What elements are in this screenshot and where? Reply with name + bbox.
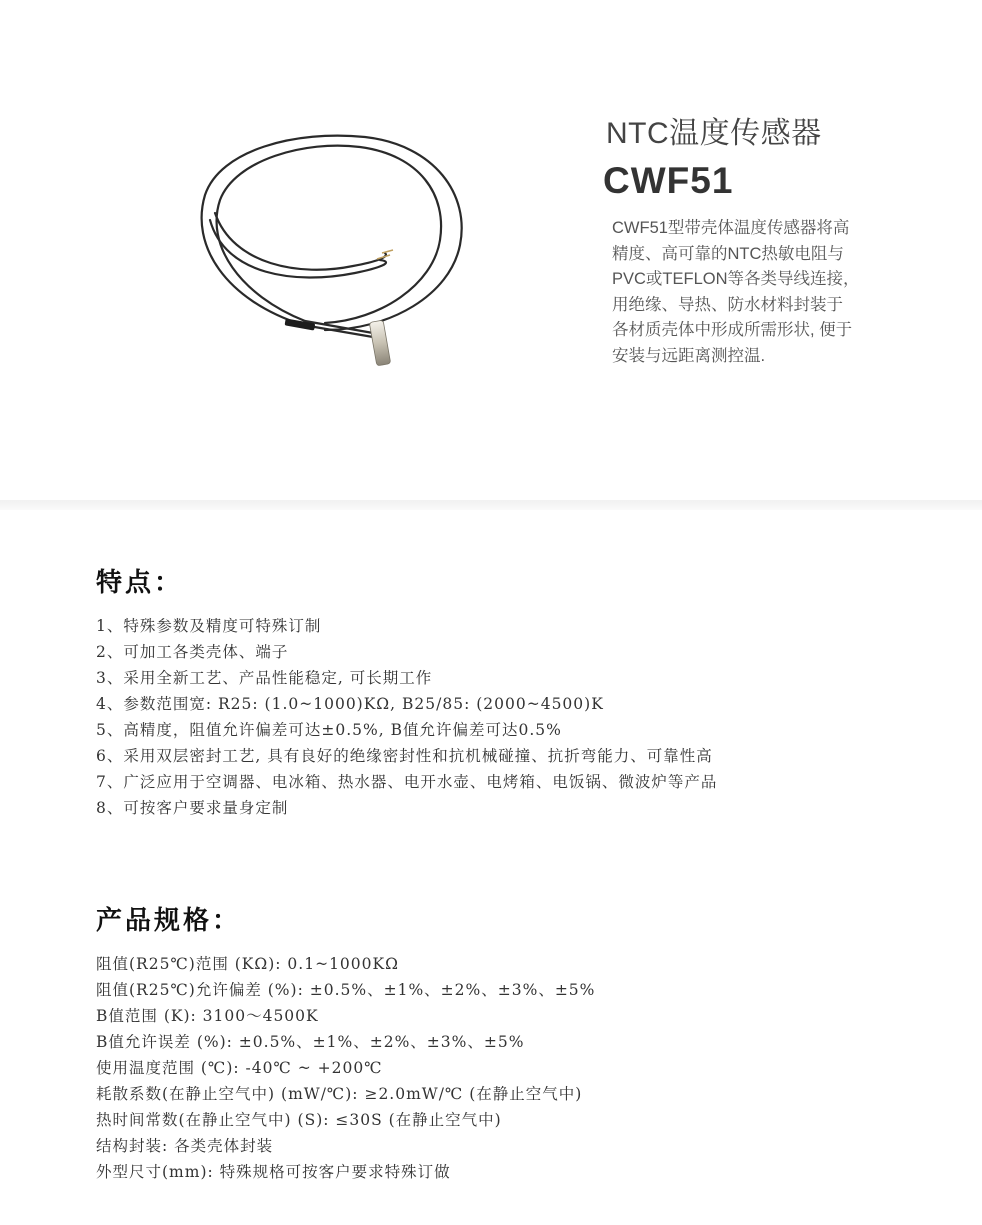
features-heading: 特点：	[96, 568, 184, 598]
list-item: 外型尺寸(mm): 特殊规格可按客户要求特殊订做	[96, 1163, 451, 1181]
hero-section	[0, 0, 982, 500]
description-line: 安装与远距离测控温.	[612, 346, 766, 365]
description-line: 各材质壳体中形成所需形状, 便于	[612, 321, 853, 339]
list-item: 6、采用双层密封工艺, 具有良好的绝缘密封性和抗机械碰撞、抗折弯能力、可靠性高	[96, 747, 713, 765]
description-line: CWF51型带壳体温度传感器将高	[612, 219, 850, 237]
product-model: CWF51	[603, 160, 734, 201]
list-item: 1、特殊参数及精度可特殊订制	[96, 617, 322, 635]
description-line: 用绝缘、导热、防水材料封装于	[612, 295, 843, 314]
description-line: 精度、高可靠的NTC热敏电阻与	[612, 244, 844, 263]
list-item: 2、可加工各类壳体、端子	[96, 643, 289, 661]
section-divider	[0, 500, 982, 510]
list-item: 结构封装: 各类壳体封装	[96, 1137, 274, 1155]
sensor-product-image	[185, 125, 485, 385]
specs-list	[96, 951, 595, 1185]
description-line: PVC或TEFLON等各类导线连接，	[612, 270, 860, 288]
features-list	[96, 613, 717, 821]
list-item: 3、采用全新工艺、产品性能稳定, 可长期工作	[96, 669, 433, 687]
list-item: B值范围 (K): 3100～4500K	[96, 1007, 319, 1025]
product-description	[612, 216, 884, 369]
specs-heading: 产品规格：	[96, 906, 242, 936]
list-item: 阻值(R25℃)允许偏差 (%): ±0.5%、±1%、±2%、±3%、±5%	[96, 981, 596, 999]
list-item: B值允许误差 (%): ±0.5%、±1%、±2%、±3%、±5%	[96, 1033, 525, 1051]
list-item: 热时间常数(在静止空气中) (S): ≤30S (在静止空气中)	[96, 1111, 502, 1129]
list-item: 耗散系数(在静止空气中) (mW/℃): ≥2.0mW/℃ (在静止空气中)	[96, 1085, 583, 1103]
list-item: 8、可按客户要求量身定制	[96, 799, 289, 817]
list-item: 7、广泛应用于空调器、电冰箱、热水器、电开水壶、电烤箱、电饭锅、微波炉等产品	[96, 773, 718, 791]
product-title: NTC温度传感器	[606, 117, 822, 150]
list-item: 4、参数范围宽: R25: (1.0~1000)KΩ, B25/85: (2000~4500)K	[96, 695, 604, 713]
list-item: 阻值(R25℃)范围 (KΩ): 0.1~1000KΩ	[96, 955, 399, 973]
list-item: 5、高精度，阻值允许偏差可达±0.5%, B值允许偏差可达0.5%	[96, 721, 562, 739]
list-item: 使用温度范围 (℃): -40℃ ~ +200℃	[96, 1059, 383, 1077]
